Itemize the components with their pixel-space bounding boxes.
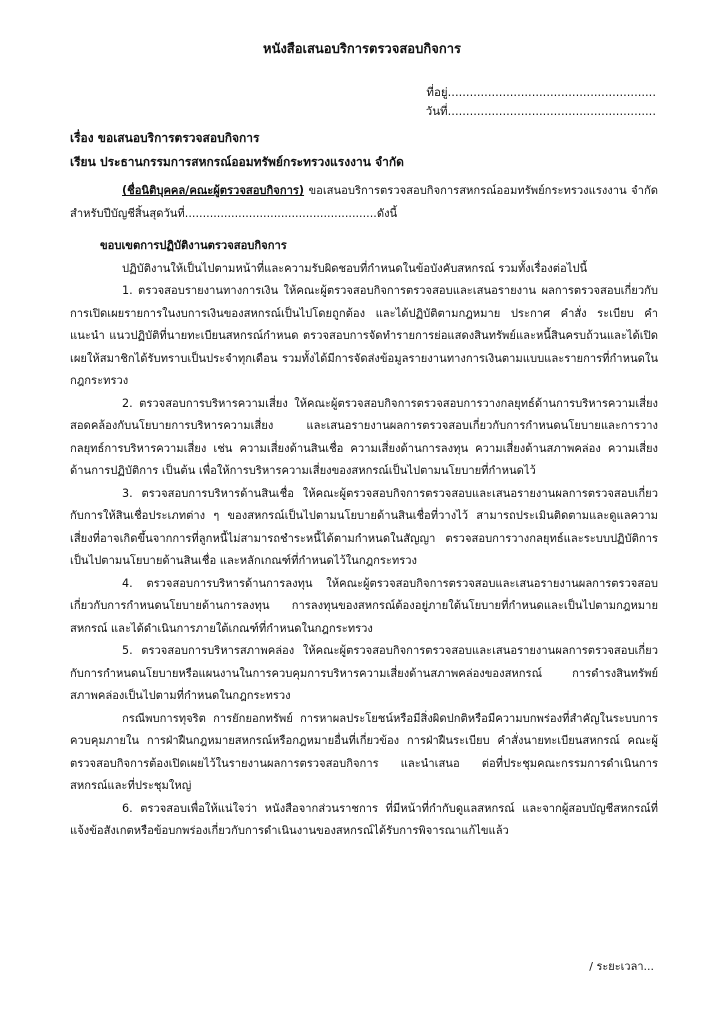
subject-line: เรื่อง ขอเสนอบริการตรวจสอบกิจการ — [70, 131, 260, 145]
scope-item-6: 6. ตรวจสอบเพื่อให้แน่ใจว่า หนังสือจากส่วนราชการ ที่มีหน้าที่กำกับดูแลสหกรณ์ และจากผู้สอบบัญชีสหกรณ์ที่แจ้งข้อสังเกตหรือข้อบกพร่องเกี่ยวกับการดำเนินงานของสหกรณ์ได้รับการพิจารณาแก้ไขแล้ว — [70, 801, 658, 837]
scope-heading: ขอบเขตการปฏิบัติงานตรวจสอบกิจการ — [100, 239, 287, 252]
scope-item-4: 4. ตรวจสอบการบริหารด้านการลงทุน ให้คณะผู้ตรวจสอบกิจการตรวจสอบและเสนอรายงานผลการตรวจสอบเกี่ยวกับการกำหนดนโยบายด้านการลงทุน การลงทุนของสหกรณ์ต้องอยู่ภายใต้นโยบายที่กำหนดและเป็นไปตามกฎหมายสหกรณ์ และได้ดำเนินการภายใต้เกณฑ์ที่กำหนดในกฎกระทรวง — [70, 576, 658, 635]
date-line: วันที่......................................................... — [425, 104, 656, 118]
intro-paragraph — [70, 180, 658, 225]
addressee-line: เรียน ประธานกรรมการสหกรณ์ออมทรัพย์กระทรวงแรงงาน จำกัด — [70, 155, 404, 169]
scope-item-5: 5. ตรวจสอบการบริหารสภาพคล่อง ให้คณะผู้ตรวจสอบกิจการตรวจสอบและเสนอรายงานผลการตรวจสอบเกี่ยวกับการกำหนดนโยบายหรือแผนงานในการควบคุมการบริหารความเสี่ยงด้านสภาพคล่องของสหกรณ์ การดำรงสินทรัพย์สภาพคล่องเป็นไปตามที่กำหนดในกฎกระทรวง — [70, 644, 658, 702]
document-title: หนังสือเสนอบริการตรวจสอบกิจการ — [263, 42, 461, 57]
fraud-paragraph: กรณีพบการทุจริต การยักยอกทรัพย์ การหาผลประโยชน์หรือมีสิ่งผิดปกติหรือมีความบกพร่องที่สำคัญในระบบการควบคุมภายใน การฝ่าฝืนกฎหมายสหกรณ์หรือกฎหมายอื่นที่เกี่ยวข้อง การฝ่าฝืนระเบียบ คำสั่งนายทะเบียนสหกรณ์ คณะผู้ตรวจสอบกิจการต้องเปิดเผยไว้ในรายงานผลการตรวจสอบกิจการ และนำเสนอ ต่อที่ประชุมคณะกรรมการดำเนินการสหกรณ์และที่ประชุมใหญ่ — [70, 711, 658, 792]
continuation-marker: / ระยะเวลา... — [589, 960, 654, 973]
address-line: ที่อยู่......................................................... — [426, 85, 656, 99]
scope-item-2: 2. ตรวจสอบการบริหารความเสี่ยง ให้คณะผู้ตรวจสอบกิจการตรวจสอบการวางกลยุทธ์ด้านการบริหารความเสี่ยงสอดคล้องกับนโยบายการบริหารความเสี่ยง และเสนอรายงานผลการตรวจสอบเกี่ยวกับการกำหนดนโยบายและการวางกลยุทธ์การบริหารความเสี่ยง เช่น ความเสี่ยงด้านสินเชื่อ ความเสี่ยงด้านการลงทุน ความเสี่ยงด้านสภาพคล่อง ความเสี่ยงด้านการปฏิบัติการ เป็นต้น เพื่อให้การบริหารความเสี่ยงของสหกรณ์เป็นไปตามนโยบายที่กำหนดไว้ — [70, 396, 658, 477]
scope-intro: ปฏิบัติงานให้เป็นไปตามหน้าที่และความรับผิดชอบที่กำหนดในข้อบังคับสหกรณ์ รวมทั้งเรื่องต่อไปนี้ — [122, 261, 588, 275]
document-body — [70, 180, 658, 843]
intro-text: ขอเสนอบริการตรวจสอบกิจการสหกรณ์ออมทรัพย์กระทรวงแรงงาน จำกัด สำหรับปีบัญชีสิ้นสุดวันที่......................................................ดังนี้ — [70, 184, 658, 220]
scope-item-1: 1. ตรวจสอบรายงานทางการเงิน ให้คณะผู้ตรวจสอบกิจการตรวจสอบและเสนอรายงาน ผลการตรวจสอบเกี่ยวกับการเปิดเผยรายการในงบการเงินของสหกรณ์เป็นไปโดยถูกต้อง และได้ปฏิบัติตามกฎหมาย ประกาศ คำสั่ง ระเบียบ คำแนะนำ แนวปฏิบัติที่นายทะเบียนสหกรณ์กำหนด ตรวจสอบการจัดทำรายการย่อแสดงสินทรัพย์และหนี้สินครบถ้วนและได้เปิดเผยให้สมาชิกได้รับทราบเป็นประจำทุกเดือน รวมทั้งได้มีการจัดส่งข้อมูลรายงานทางการเงินตามแบบและรายการที่กำหนดในกฎกระทรวง — [70, 284, 658, 387]
entity-name-placeholder: (ชื่อนิติบุคคล/คณะผู้ตรวจสอบกิจการ) — [122, 184, 305, 197]
scope-item-3: 3. ตรวจสอบการบริหารด้านสินเชื่อ ให้คณะผู้ตรวจสอบกิจการตรวจสอบและเสนอรายงานผลการตรวจสอบเกี่ยวกับการให้สินเชื่อประเภทต่าง ๆ ของสหกรณ์เป็นไปตามนโยบายด้านสินเชื่อที่วางไว้ สามารถประเมินติดตามและดูแลความเสี่ยงที่อาจเกิดขึ้นจากการที่ลูกหนี้ไม่สามารถชำระหนี้ได้ตามกำหนดในสัญญา ตรวจสอบการวางกลยุทธ์และระบบปฏิบัติการเป็นไปตามนโยบายด้านสินเชื่อ และหลักเกณฑ์ที่กำหนดไว้ในกฎกระทรวง — [70, 486, 658, 567]
